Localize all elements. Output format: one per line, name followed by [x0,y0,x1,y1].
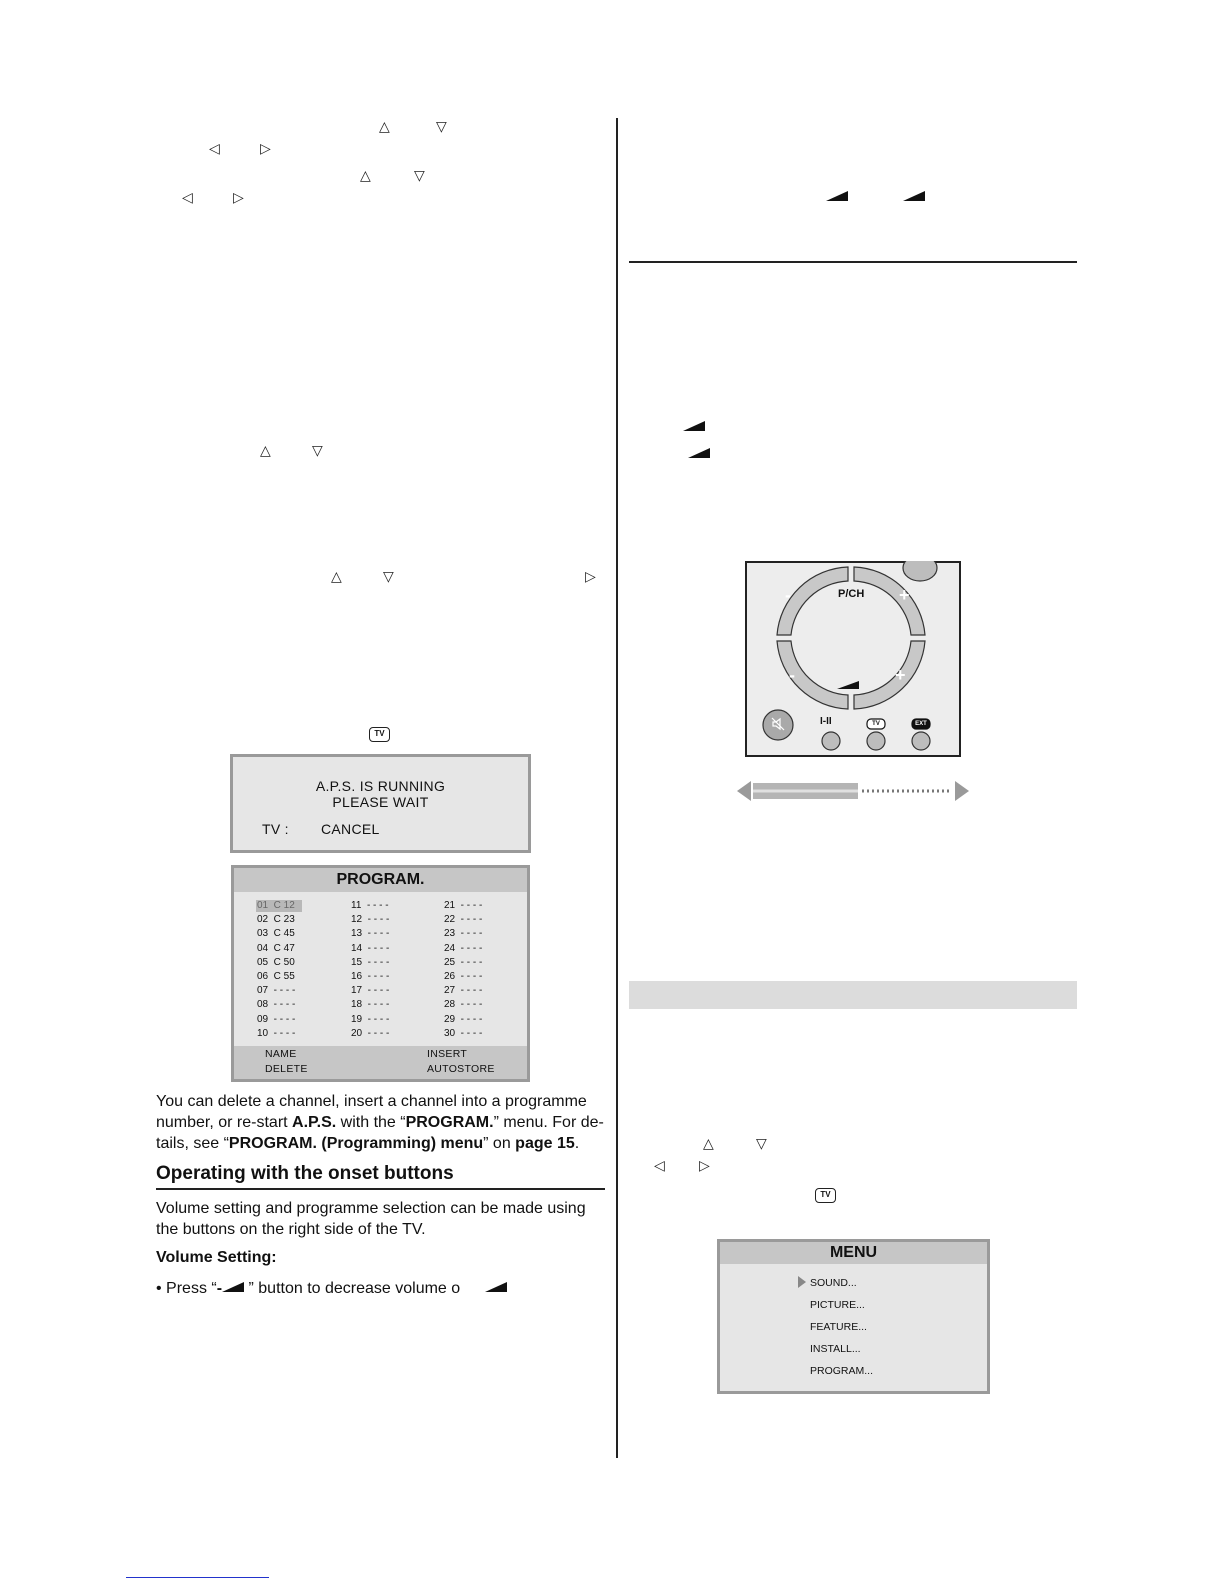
text-line: the buttons on the right side of the TV. [156,1221,426,1238]
program-row[interactable]: 27 - - - - [444,985,483,997]
down-arrow-icon: ▽ [756,1136,767,1152]
volume-level-bar [737,779,969,803]
up-arrow-icon: △ [260,443,271,459]
program-row[interactable]: 17 - - - - [351,985,390,997]
autostore-option[interactable]: AUTOSTORE [427,1063,495,1075]
delete-insert-paragraph [156,1091,605,1154]
delete-option[interactable]: DELETE [265,1063,308,1075]
program-row[interactable]: 11 - - - - [351,900,389,911]
program-column-2 [351,899,389,1041]
program-row[interactable]: 08 - - - - [257,999,296,1011]
i-ii-button-label[interactable]: I-II [820,716,832,727]
tv-button-label[interactable]: TV [872,721,880,727]
volume-wedge-icon [826,190,848,202]
down-arrow-icon: ▽ [312,443,323,459]
program-row[interactable]: 01 C 12 [257,900,295,911]
onset-buttons-heading: Operating with the onset buttons [156,1163,454,1184]
program-row[interactable]: 19 - - - - [351,1013,390,1025]
program-row[interactable]: 04 C 47 [257,942,295,954]
program-row[interactable]: 28 - - - - [444,999,483,1011]
program-osd [231,865,530,1082]
program-osd-title: PROGRAM. [234,868,527,892]
menu-item-feature[interactable]: FEATURE... [810,1321,867,1333]
down-arrow-icon: ▽ [383,569,394,585]
program-row[interactable]: 18 - - - - [351,999,390,1011]
main-menu-osd [717,1239,990,1394]
program-row[interactable]: 02 C 23 [257,914,295,926]
mute-button[interactable] [770,716,786,732]
name-option[interactable]: NAME [265,1048,297,1060]
onset-control-panel [745,561,961,757]
right-arrow-icon: ▷ [260,141,271,157]
program-osd-footer [234,1046,527,1079]
tv-button-icon: TV [815,1188,836,1203]
text-line: tails, see “PROGRAM. (Programming) menu” on page 15. [156,1135,580,1152]
pch-minus-button[interactable]: - [785,585,791,605]
please-wait-text: PLEASE WAIT [332,794,429,810]
aps-running-osd [230,754,531,853]
mute-icon [770,716,786,732]
program-row[interactable]: 30 - - - - [444,1027,483,1039]
up-arrow-icon: △ [379,119,390,135]
down-arrow-icon: ▽ [414,168,425,184]
program-column-1 [257,899,295,1041]
text-line: You can delete a channel, insert a channel into a programme [156,1093,587,1110]
up-arrow-icon: △ [360,168,371,184]
section-header-bar [629,981,1077,1009]
menu-item-program[interactable]: PROGRAM... [810,1365,874,1377]
volume-wedge-icon [683,420,705,432]
tv-button-icon: TV [369,727,390,742]
program-column-3 [444,899,482,1041]
volume-plus-button[interactable]: + [895,665,906,685]
program-row[interactable]: 14 - - - - [351,942,390,954]
up-arrow-icon: △ [331,569,342,585]
tv-key-label: TV : [262,821,289,837]
program-row[interactable]: 15 - - - - [351,956,390,968]
program-row[interactable]: 22 - - - - [444,914,483,926]
heading-underline [156,1188,605,1190]
down-arrow-icon: ▽ [436,119,447,135]
right-arrow-icon: ▷ [699,1158,710,1174]
cancel-label: CANCEL [321,821,380,837]
program-row[interactable]: 20 - - - - [351,1027,390,1039]
aps-running-text: A.P.S. IS RUNNING [315,778,446,794]
volume-setting-heading: Volume Setting: [156,1249,277,1266]
menu-item-sound[interactable]: SOUND... [810,1277,857,1289]
menu-item-install[interactable]: INSTALL... [810,1343,861,1355]
volume-wedge-icon [222,1281,244,1293]
pch-label: P/CH [838,588,865,600]
insert-option[interactable]: INSERT [427,1048,468,1060]
program-row[interactable]: 12 - - - - [351,914,390,926]
text-line: Volume setting and programme selection can be made using [156,1200,586,1217]
volume-wedge-icon [485,1281,507,1293]
right-arrow-icon: ▷ [233,190,244,206]
volume-wedge-icon [688,447,710,459]
volume-minus-button[interactable]: - [789,665,795,685]
up-arrow-icon: △ [703,1136,714,1152]
program-row[interactable]: 29 - - - - [444,1013,483,1025]
program-row[interactable]: 05 C 50 [257,956,295,968]
column-divider [616,118,618,1458]
program-row[interactable]: 25 - - - - [444,956,483,968]
ext-button-label[interactable]: EXT [915,721,927,727]
pch-plus-button[interactable]: + [899,585,910,605]
program-row[interactable]: 23 - - - - [444,928,483,940]
main-menu-title: MENU [720,1242,987,1264]
program-row[interactable]: 26 - - - - [444,971,483,983]
program-row[interactable]: 06 C 55 [257,971,295,983]
program-row[interactable]: 13 - - - - [351,928,390,940]
program-row[interactable]: 16 - - - - [351,971,390,983]
menu-item-picture[interactable]: PICTURE... [810,1299,865,1311]
program-row[interactable]: 24 - - - - [444,942,483,954]
program-row[interactable]: 09 - - - - [257,1013,296,1025]
program-row[interactable]: 10 - - - - [257,1027,296,1039]
footer-link-underline[interactable] [126,1577,269,1578]
section-rule [629,261,1077,263]
menu-cursor-icon [798,1276,806,1288]
program-row[interactable]: 21 - - - - [444,900,483,911]
program-row[interactable]: 03 C 45 [257,928,295,940]
program-row[interactable]: 07 - - - - [257,985,296,997]
right-arrow-icon: ▷ [585,569,596,585]
volume-wedge-icon [903,190,925,202]
onset-paragraph [156,1198,605,1240]
left-arrow-icon: ◁ [654,1158,665,1174]
left-arrow-icon: ◁ [209,141,220,157]
left-arrow-icon: ◁ [182,190,193,206]
press-volume-line: • Press “- ” button to decrease volume o [156,1278,507,1299]
text-line: number, or re-start A.P.S. with the “PROGRAM.” menu. For de- [156,1114,604,1131]
